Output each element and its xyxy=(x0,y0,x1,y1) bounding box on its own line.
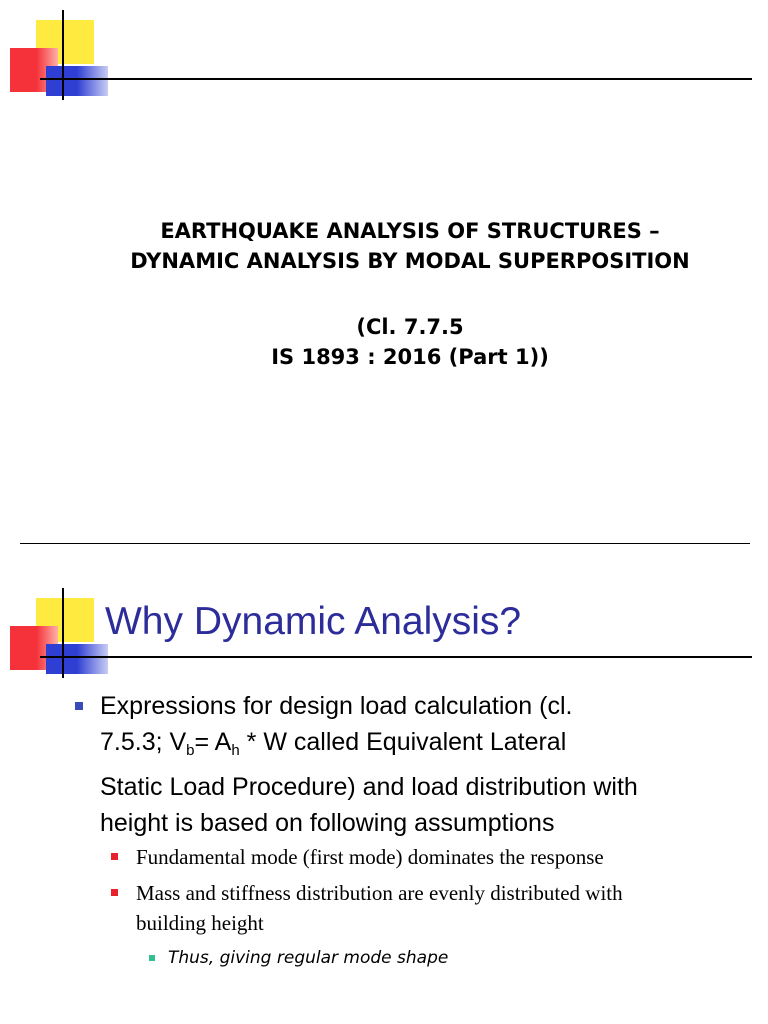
sub-bullet-item xyxy=(136,842,756,872)
sub-bullet-text: Fundamental mode (first mode) dominates the response xyxy=(136,845,604,869)
reference-line-1: (Cl. 7.7.5 xyxy=(356,315,464,339)
bullet-item xyxy=(100,688,760,841)
slide-logo-graphic xyxy=(10,588,110,678)
content-slide xyxy=(0,548,768,1024)
title-line-1: EARTHQUAKE ANALYSIS OF STRUCTURES – xyxy=(160,219,660,243)
slide-title xyxy=(60,216,760,276)
square-bullet-icon xyxy=(149,955,155,961)
sub-bullet-text: building height xyxy=(136,911,264,935)
logo-blue-square xyxy=(46,66,108,96)
bullet-line: Static Load Procedure) and load distribution with xyxy=(100,773,638,801)
logo-vertical-line xyxy=(62,588,64,678)
title-line-2: DYNAMIC ANALYSIS BY MODAL SUPERPOSITION xyxy=(130,249,690,273)
square-bullet-icon xyxy=(111,853,118,860)
bullet-line: height is based on following assumptions xyxy=(100,809,555,837)
slide-divider xyxy=(20,543,750,544)
slide-heading: Why Dynamic Analysis? xyxy=(105,600,522,643)
bullet-line-formula: 7.5.3; $V_b= A_h * W$ called Equivalent Lateral xyxy=(100,728,567,759)
sub-sub-bullet-item xyxy=(168,945,728,971)
logo-vertical-line xyxy=(62,10,64,100)
sub-sub-bullet-text: Thus, giving regular mode shape xyxy=(168,948,449,968)
sub-bullet-text: Mass and stiffness distribution are evenly distributed with xyxy=(136,881,623,905)
square-bullet-icon xyxy=(75,702,83,710)
code-reference xyxy=(60,312,760,372)
slide-logo-graphic xyxy=(10,10,110,100)
bullet-line: Expressions for design load calculation (cl. xyxy=(100,692,573,720)
header-rule xyxy=(40,656,752,658)
header-rule xyxy=(40,78,752,80)
sub-bullet-item xyxy=(136,878,756,938)
reference-line-2: IS 1893 : 2016 (Part 1)) xyxy=(271,345,549,369)
logo-blue-square xyxy=(46,644,108,674)
square-bullet-icon xyxy=(111,889,118,896)
